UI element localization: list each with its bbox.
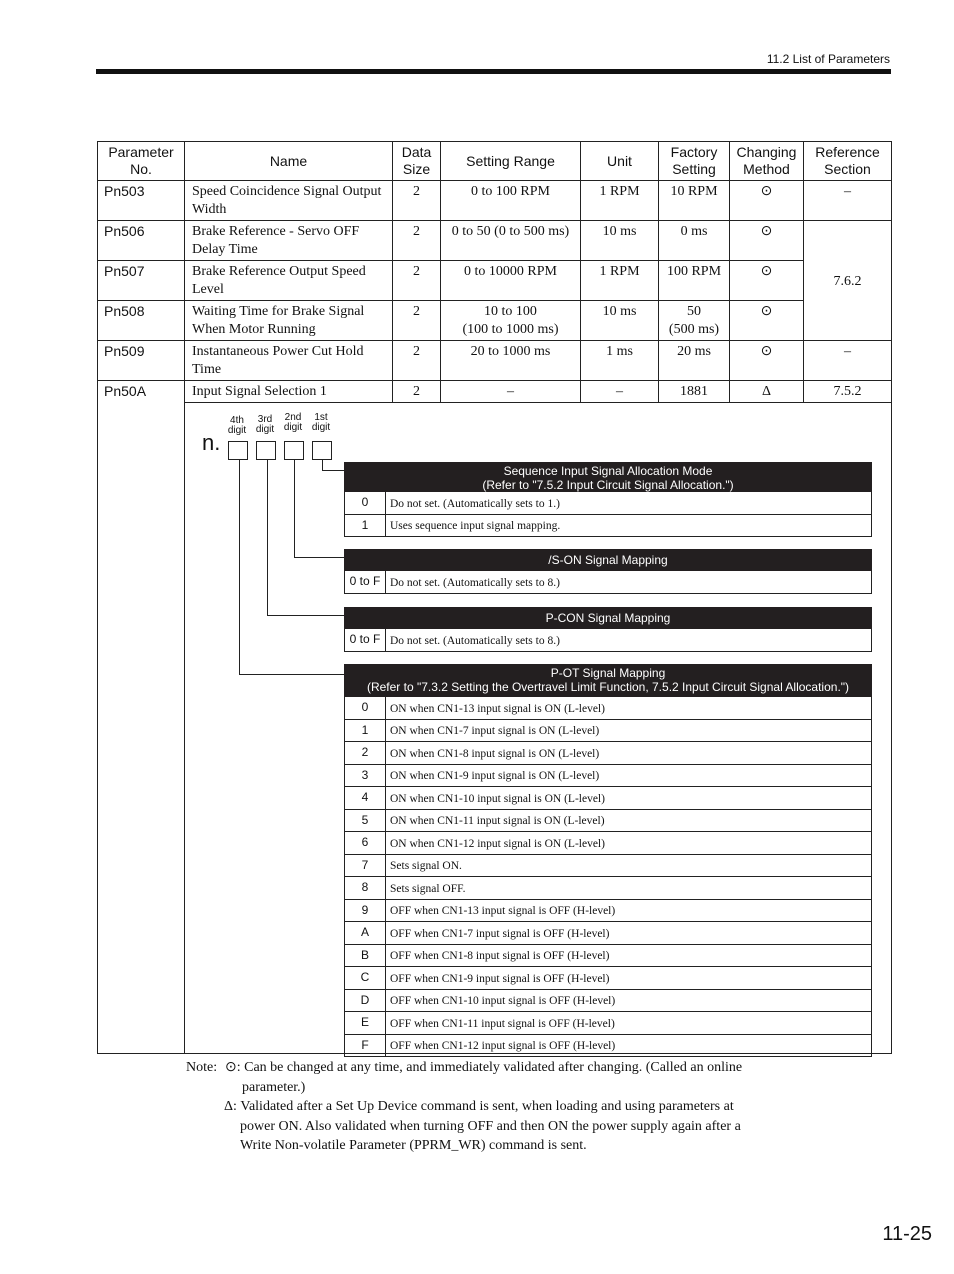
setting-range-line: 10 to 100 (484, 304, 537, 319)
unit: 10 ms (581, 301, 659, 341)
group-title-line: (Refer to "7.5.2 Input Circuit Signal Allocation.") (482, 478, 734, 492)
digit-box-3rd (256, 441, 276, 460)
page-number: 11-25 (882, 1223, 932, 1245)
list-item (344, 877, 872, 900)
list-item (344, 515, 872, 538)
diagram-row (98, 403, 892, 1054)
setting-description: ON when CN1-12 input signal is ON (L-level) (390, 837, 605, 850)
setting-code: C (345, 967, 386, 989)
param-name: Instantaneous Power Cut Hold Time (185, 341, 393, 381)
setting-code: B (345, 945, 386, 967)
param-name: Brake Reference - Servo OFF Delay Time (185, 221, 393, 261)
setting-description: OFF when CN1-8 input signal is OFF (H-level) (390, 950, 610, 962)
group-title: P-CON Signal Mapping (344, 607, 872, 629)
setting-range: 0 to 10000 RPM (441, 261, 581, 301)
setting-code: E (345, 1012, 386, 1034)
data-size: 2 (393, 181, 441, 221)
digit-group-sequence-mode (344, 462, 872, 537)
digit-box-4th (228, 441, 248, 460)
setting-description: Do not set. (Automatically sets to 1.) (390, 497, 560, 510)
setting-description: OFF when CN1-10 input signal is OFF (H-level) (390, 995, 616, 1007)
running-header: 11.2 List of Parameters (766, 52, 890, 66)
digit-label-4th (222, 416, 252, 436)
setting-code: 1 (345, 720, 386, 742)
digit-label-line: 2nd (284, 412, 302, 423)
factory-setting: 0 ms (659, 221, 730, 261)
connector-line (294, 557, 344, 558)
digit-label-2nd (278, 413, 308, 433)
factory-setting: 100 RPM (659, 261, 730, 301)
connector-line (294, 460, 295, 557)
setting-range (441, 301, 581, 341)
connector-line (239, 674, 344, 675)
table-row (98, 261, 892, 301)
table-row (98, 301, 892, 341)
param-name: Waiting Time for Brake Signal When Motor Running (185, 301, 393, 341)
column-header: Factory Setting (659, 142, 730, 181)
setting-description: ON when CN1-8 input signal is ON (L-level) (390, 747, 600, 760)
setting-code: 1 (345, 515, 386, 537)
list-item (344, 765, 872, 788)
setting-code: 6 (345, 832, 386, 854)
connector-line (322, 460, 323, 470)
note-text: parameter.) (242, 1079, 306, 1095)
reference-section: 7.5.2 (804, 381, 892, 403)
connector-line (239, 460, 240, 674)
unit: 10 ms (581, 221, 659, 261)
setting-description: ON when CN1-9 input signal is ON (L-level) (390, 770, 600, 782)
note-text: ⊙: Can be changed at any time, and immediately validated after changing. (Called an online (225, 1060, 743, 1075)
setting-code: 5 (345, 810, 386, 832)
changing-method: ⊙ (730, 181, 804, 221)
param-no: Pn50A (98, 381, 185, 1054)
connector-line (267, 460, 268, 615)
digit-label-line: 4th (230, 415, 244, 426)
setting-code: 7 (345, 855, 386, 877)
list-item (344, 945, 872, 968)
group-title-line: (Refer to "7.3.2 Setting the Overtravel Limit Function, 7.5.2 Input Circuit Signal Allocation.") (366, 680, 850, 694)
data-size: 2 (393, 381, 441, 403)
setting-code: 0 to F (345, 629, 386, 651)
list-item (344, 492, 872, 515)
group-title (344, 664, 872, 697)
list-item (344, 720, 872, 743)
digit-diagram (185, 403, 891, 1055)
setting-code: D (345, 990, 386, 1012)
changing-method: ⊙ (730, 341, 804, 381)
setting-code: 4 (345, 787, 386, 809)
setting-description: ON when CN1-13 input signal is ON (L-level) (390, 702, 605, 715)
column-header: Reference Section (804, 142, 892, 181)
reference-section: – (804, 181, 892, 221)
setting-description: OFF when CN1-11 input signal is OFF (H-level) (390, 1017, 615, 1030)
data-size: 2 (393, 341, 441, 381)
setting-description: Uses sequence input signal mapping. (390, 520, 561, 532)
digit-label-3rd (250, 415, 280, 435)
param-name: Input Signal Selection 1 (185, 381, 393, 403)
note-text: Write Non-volatile Parameter (PPRM_WR) command is sent. (240, 1138, 587, 1153)
digit-label-line: digit (227, 425, 247, 436)
param-no: Pn508 (98, 301, 185, 341)
digit-label-line: 3rd (257, 414, 273, 425)
factory-setting (659, 301, 730, 341)
setting-range: – (441, 381, 581, 403)
digit-label-line: 1st (314, 412, 328, 423)
note-online (186, 1058, 786, 1078)
connector-line (322, 470, 344, 471)
digit-group-p-ot-mapping (344, 664, 872, 1057)
list-item (344, 571, 872, 594)
group-title-line: P-OT Signal Mapping (550, 666, 666, 680)
param-no: Pn503 (98, 181, 185, 221)
digit-diagram-cell (185, 403, 892, 1054)
setting-description: Sets signal OFF. (390, 882, 466, 895)
list-item (344, 629, 872, 652)
group-title (344, 462, 872, 492)
list-item (344, 742, 872, 765)
setting-code: 9 (345, 900, 386, 922)
footnotes (186, 1058, 786, 1156)
connector-line (267, 615, 344, 616)
setting-range: 20 to 1000 ms (441, 341, 581, 381)
column-header: Setting Range (441, 142, 581, 181)
unit: 1 RPM (581, 261, 659, 301)
setting-range: 0 to 50 (0 to 500 ms) (441, 221, 581, 261)
changing-method: ⊙ (730, 261, 804, 301)
setting-description: Do not set. (Automatically sets to 8.) (390, 634, 560, 647)
digit-label-line: digit (255, 424, 275, 435)
changing-method: ⊙ (730, 221, 804, 261)
column-header: Parameter No. (98, 142, 185, 181)
digit-group-s-on-mapping (344, 549, 872, 594)
factory-setting: 1881 (659, 381, 730, 403)
group-title-line: Sequence Input Signal Allocation Mode (503, 464, 713, 478)
parameter-table (97, 141, 892, 1054)
reference-section: 7.6.2 (804, 221, 892, 341)
reference-section: – (804, 341, 892, 381)
setting-code: 2 (345, 742, 386, 764)
setting-description: ON when CN1-10 input signal is ON (L-level) (390, 792, 605, 805)
column-header: Name (185, 142, 393, 181)
setting-range: 0 to 100 RPM (441, 181, 581, 221)
list-item (344, 1035, 872, 1058)
column-header: Unit (581, 142, 659, 181)
setting-code: 0 to F (345, 571, 386, 593)
data-size: 2 (393, 261, 441, 301)
factory-setting-line: 50 (687, 304, 701, 319)
column-header: Changing Method (730, 142, 804, 181)
data-size: 2 (393, 221, 441, 261)
digit-label-1st (306, 413, 336, 433)
param-no: Pn507 (98, 261, 185, 301)
unit: 1 ms (581, 341, 659, 381)
setting-description: ON when CN1-7 input signal is ON (L-level) (390, 725, 600, 737)
table-header-row (98, 142, 892, 181)
digit-box-2nd (284, 441, 304, 460)
list-item (344, 900, 872, 923)
list-item (344, 922, 872, 945)
setting-description: Sets signal ON. (390, 860, 462, 872)
list-item (344, 810, 872, 833)
param-name: Speed Coincidence Signal Output Width (185, 181, 393, 221)
setting-code: 0 (345, 492, 386, 514)
column-header: Data Size (393, 142, 441, 181)
header-rule (96, 69, 891, 74)
digit-box-1st (312, 441, 332, 460)
setting-code: 0 (345, 697, 386, 719)
setting-description: ON when CN1-11 input signal is ON (L-level) (390, 815, 605, 827)
factory-setting: 20 ms (659, 341, 730, 381)
setting-description: OFF when CN1-13 input signal is OFF (H-level) (390, 905, 616, 917)
table-row (98, 341, 892, 381)
list-item (344, 832, 872, 855)
list-item (344, 990, 872, 1013)
list-item (344, 1012, 872, 1035)
setting-range-line: (100 to 1000 ms) (462, 321, 559, 337)
changing-method: ⊙ (730, 301, 804, 341)
setting-description: OFF when CN1-7 input signal is OFF (H-level) (390, 927, 610, 940)
setting-description: Do not set. (Automatically sets to 8.) (390, 576, 560, 589)
setting-code: 8 (345, 877, 386, 899)
digit-label-line: digit (311, 422, 331, 433)
unit: – (581, 381, 659, 403)
setting-code: 3 (345, 765, 386, 787)
note-text: power ON. Also validated when turning OFF and then ON the power supply again after a (240, 1118, 741, 1134)
parameter-prefix: n. (202, 430, 221, 455)
setting-code: A (345, 922, 386, 944)
param-no: Pn509 (98, 341, 185, 381)
param-no: Pn506 (98, 221, 185, 261)
changing-method: Δ (730, 381, 804, 403)
data-size: 2 (393, 301, 441, 341)
note-text: Δ: Validated after a Set Up Device command is sent, when loading and using parameters at (224, 1099, 734, 1114)
list-item (344, 787, 872, 810)
setting-description: OFF when CN1-9 input signal is OFF (H-level) (390, 972, 610, 985)
table-row (98, 181, 892, 221)
list-item (344, 967, 872, 990)
list-item (344, 697, 872, 720)
note-label: Note: (186, 1060, 218, 1075)
param-name: Brake Reference Output Speed Level (185, 261, 393, 301)
list-item (344, 855, 872, 878)
table-row (98, 221, 892, 261)
digit-label-line: digit (283, 422, 303, 433)
group-title: /S-ON Signal Mapping (344, 549, 872, 571)
factory-setting-line: (500 ms) (668, 321, 720, 337)
table-row (98, 381, 892, 403)
setting-code: F (345, 1035, 386, 1057)
unit: 1 RPM (581, 181, 659, 221)
setting-description: OFF when CN1-12 input signal is OFF (H-level) (390, 1040, 616, 1052)
factory-setting: 10 RPM (659, 181, 730, 221)
digit-group-p-con-mapping (344, 607, 872, 652)
